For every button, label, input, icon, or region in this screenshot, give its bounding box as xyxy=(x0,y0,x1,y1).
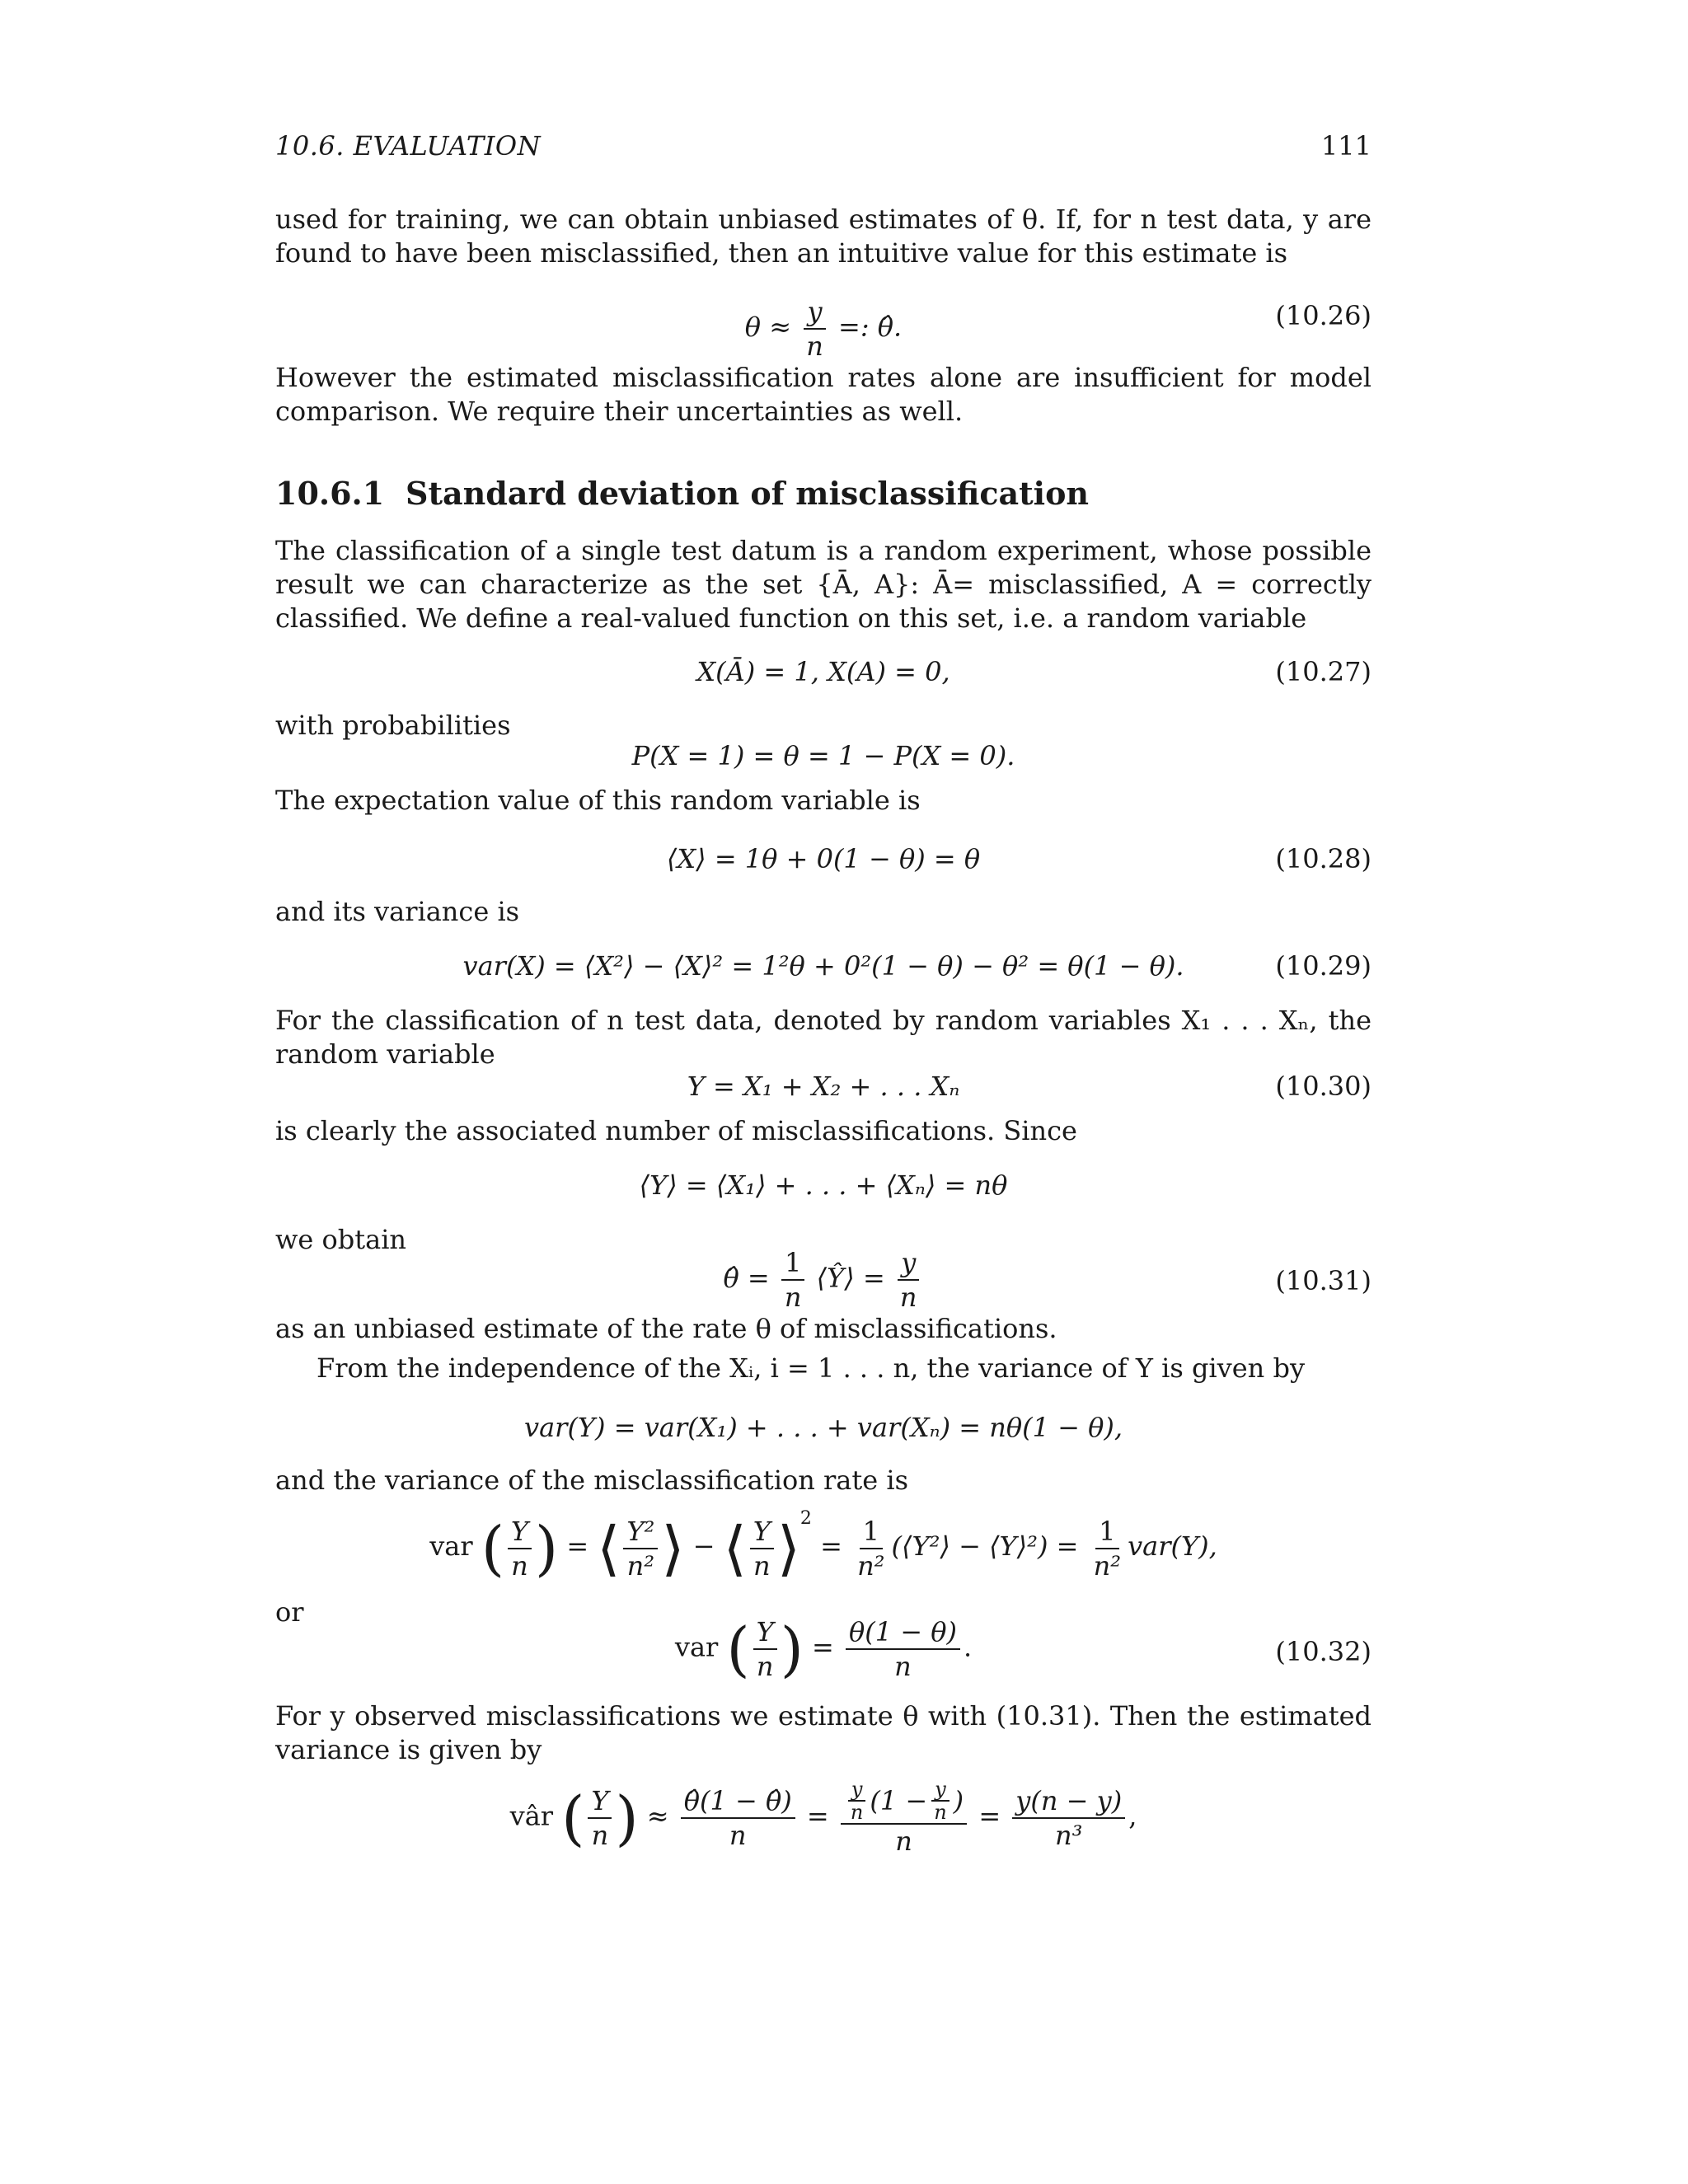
paragraph-10: as an unbiased estimate of the rate θ of misclassifications. xyxy=(275,1313,1057,1344)
paragraph-9: we obtain xyxy=(275,1224,407,1255)
equation-label-10-28: (10.28) xyxy=(1275,843,1372,874)
paragraph-14: For y observed misclassifications we estimate θ with (10.31). Then the estimated variance is given by xyxy=(275,1700,1372,1765)
paragraph-3: The classification of a single test datum is a random experiment, whose possible result we can characterize as the set {Ā, A}: Ā= misclassified, A = correctly classified. We define a real-valued function on this set, i.e. a random variable xyxy=(275,535,1372,634)
paragraph-12: and the variance of the misclassification rate is xyxy=(275,1465,908,1496)
equation-label-10-29: (10.29) xyxy=(1275,950,1372,982)
section-heading xyxy=(275,475,1089,512)
equation-10-27: X(Ā) = 1, X(A) = 0, xyxy=(696,656,950,687)
equation-variance-rate: var ( $\frac{Y}{n}$ ) = ⟨ $\frac{\text{Y²}}{\text{n²}}$ ⟩ − ⟨ $\frac{Y}{n}$ ⟩$^2$ = $\frac{1}{\text{n²}}$ (⟨Y²⟩ − ⟨Y⟩²) = $\frac{1}{\text{n²}}$ var(Y), xyxy=(429,1508,1217,1583)
running-header-section: 10.6. EVALUATION xyxy=(275,130,542,162)
section-title: Standard deviation of misclassification xyxy=(406,475,1090,512)
equation-10-28: ⟨X⟩ = 1θ + 0(1 − θ) = θ xyxy=(666,843,981,874)
paragraph-1: used for training, we can obtain unbiased estimates of θ. If, for n test data, y are found to have been misclassified, then an intuitive value for this estimate is xyxy=(275,204,1372,269)
equation-10-29: var(X) = ⟨X²⟩ − ⟨X⟩² = 1²θ + 0²(1 − θ) − θ² = θ(1 − θ). xyxy=(462,950,1184,982)
section-number: 10.6.1 xyxy=(275,475,385,512)
equation-10-30: Y = X₁ + X₂ + . . . Xₙ xyxy=(687,1071,960,1102)
equation-label-10-26: (10.26) xyxy=(1275,300,1372,331)
page-number: 111 xyxy=(1320,130,1372,162)
equation-label-10-32: (10.32) xyxy=(1275,1636,1372,1667)
equation-probabilities: P(X = 1) = θ = 1 − P(X = 0). xyxy=(631,740,1015,771)
paragraph-2: However the estimated misclassification rates alone are insufficient for model comparison. We require their uncertainties as well. xyxy=(275,362,1372,427)
equation-10-31: θ̂ = $\frac{1}{n}$ ⟨Ŷ⟩ = $\frac{y}{n}$ xyxy=(275,1246,1372,1314)
equation-label-10-27: (10.27) xyxy=(1275,656,1372,687)
paragraph-6: and its variance is xyxy=(275,896,520,927)
paragraph-13: or xyxy=(275,1596,304,1628)
equation-expectation-Y: ⟨Y⟩ = ⟨X₁⟩ + . . . + ⟨Xₙ⟩ = nθ xyxy=(639,1169,1008,1201)
equation-label-10-30: (10.30) xyxy=(1275,1071,1372,1102)
equation-estimated-variance: vâr ( $\frac{Y}{n}$ ) ≈ $\frac{\thetâ(1 - \thetâ)}{n}$ = $\frac{y}{n}$ (1 − $\frac{y}{n}$ ) n = $\frac{y(n - y)}{\text{n³}}$ , xyxy=(509,1778,1137,1857)
paragraph-8: is clearly the associated number of misclassifications. Since xyxy=(275,1115,1077,1146)
paragraph-7: For the classification of n test data, denoted by random variables X₁ . . . Xₙ, the random variable xyxy=(275,1005,1372,1070)
paragraph-5: The expectation value of this random variable is xyxy=(275,785,921,816)
equation-10-26: θ ≈ $\frac{y}{n}$ =: θ̂. xyxy=(744,296,903,362)
paragraph-4: with probabilities xyxy=(275,710,511,741)
equation-10-32: var ( $\frac{Y}{n}$ ) = $\frac{\theta(1 - \theta)}{n}$ . xyxy=(674,1615,973,1684)
equation-variance-Y: var(Y) = var(X₁) + . . . + var(Xₙ) = nθ(1 − θ), xyxy=(523,1412,1123,1443)
paragraph-11: From the independence of the Xᵢ, i = 1 . . . n, the variance of Y is given by xyxy=(316,1352,1306,1384)
equation-label-10-31: (10.31) xyxy=(1275,1265,1372,1296)
